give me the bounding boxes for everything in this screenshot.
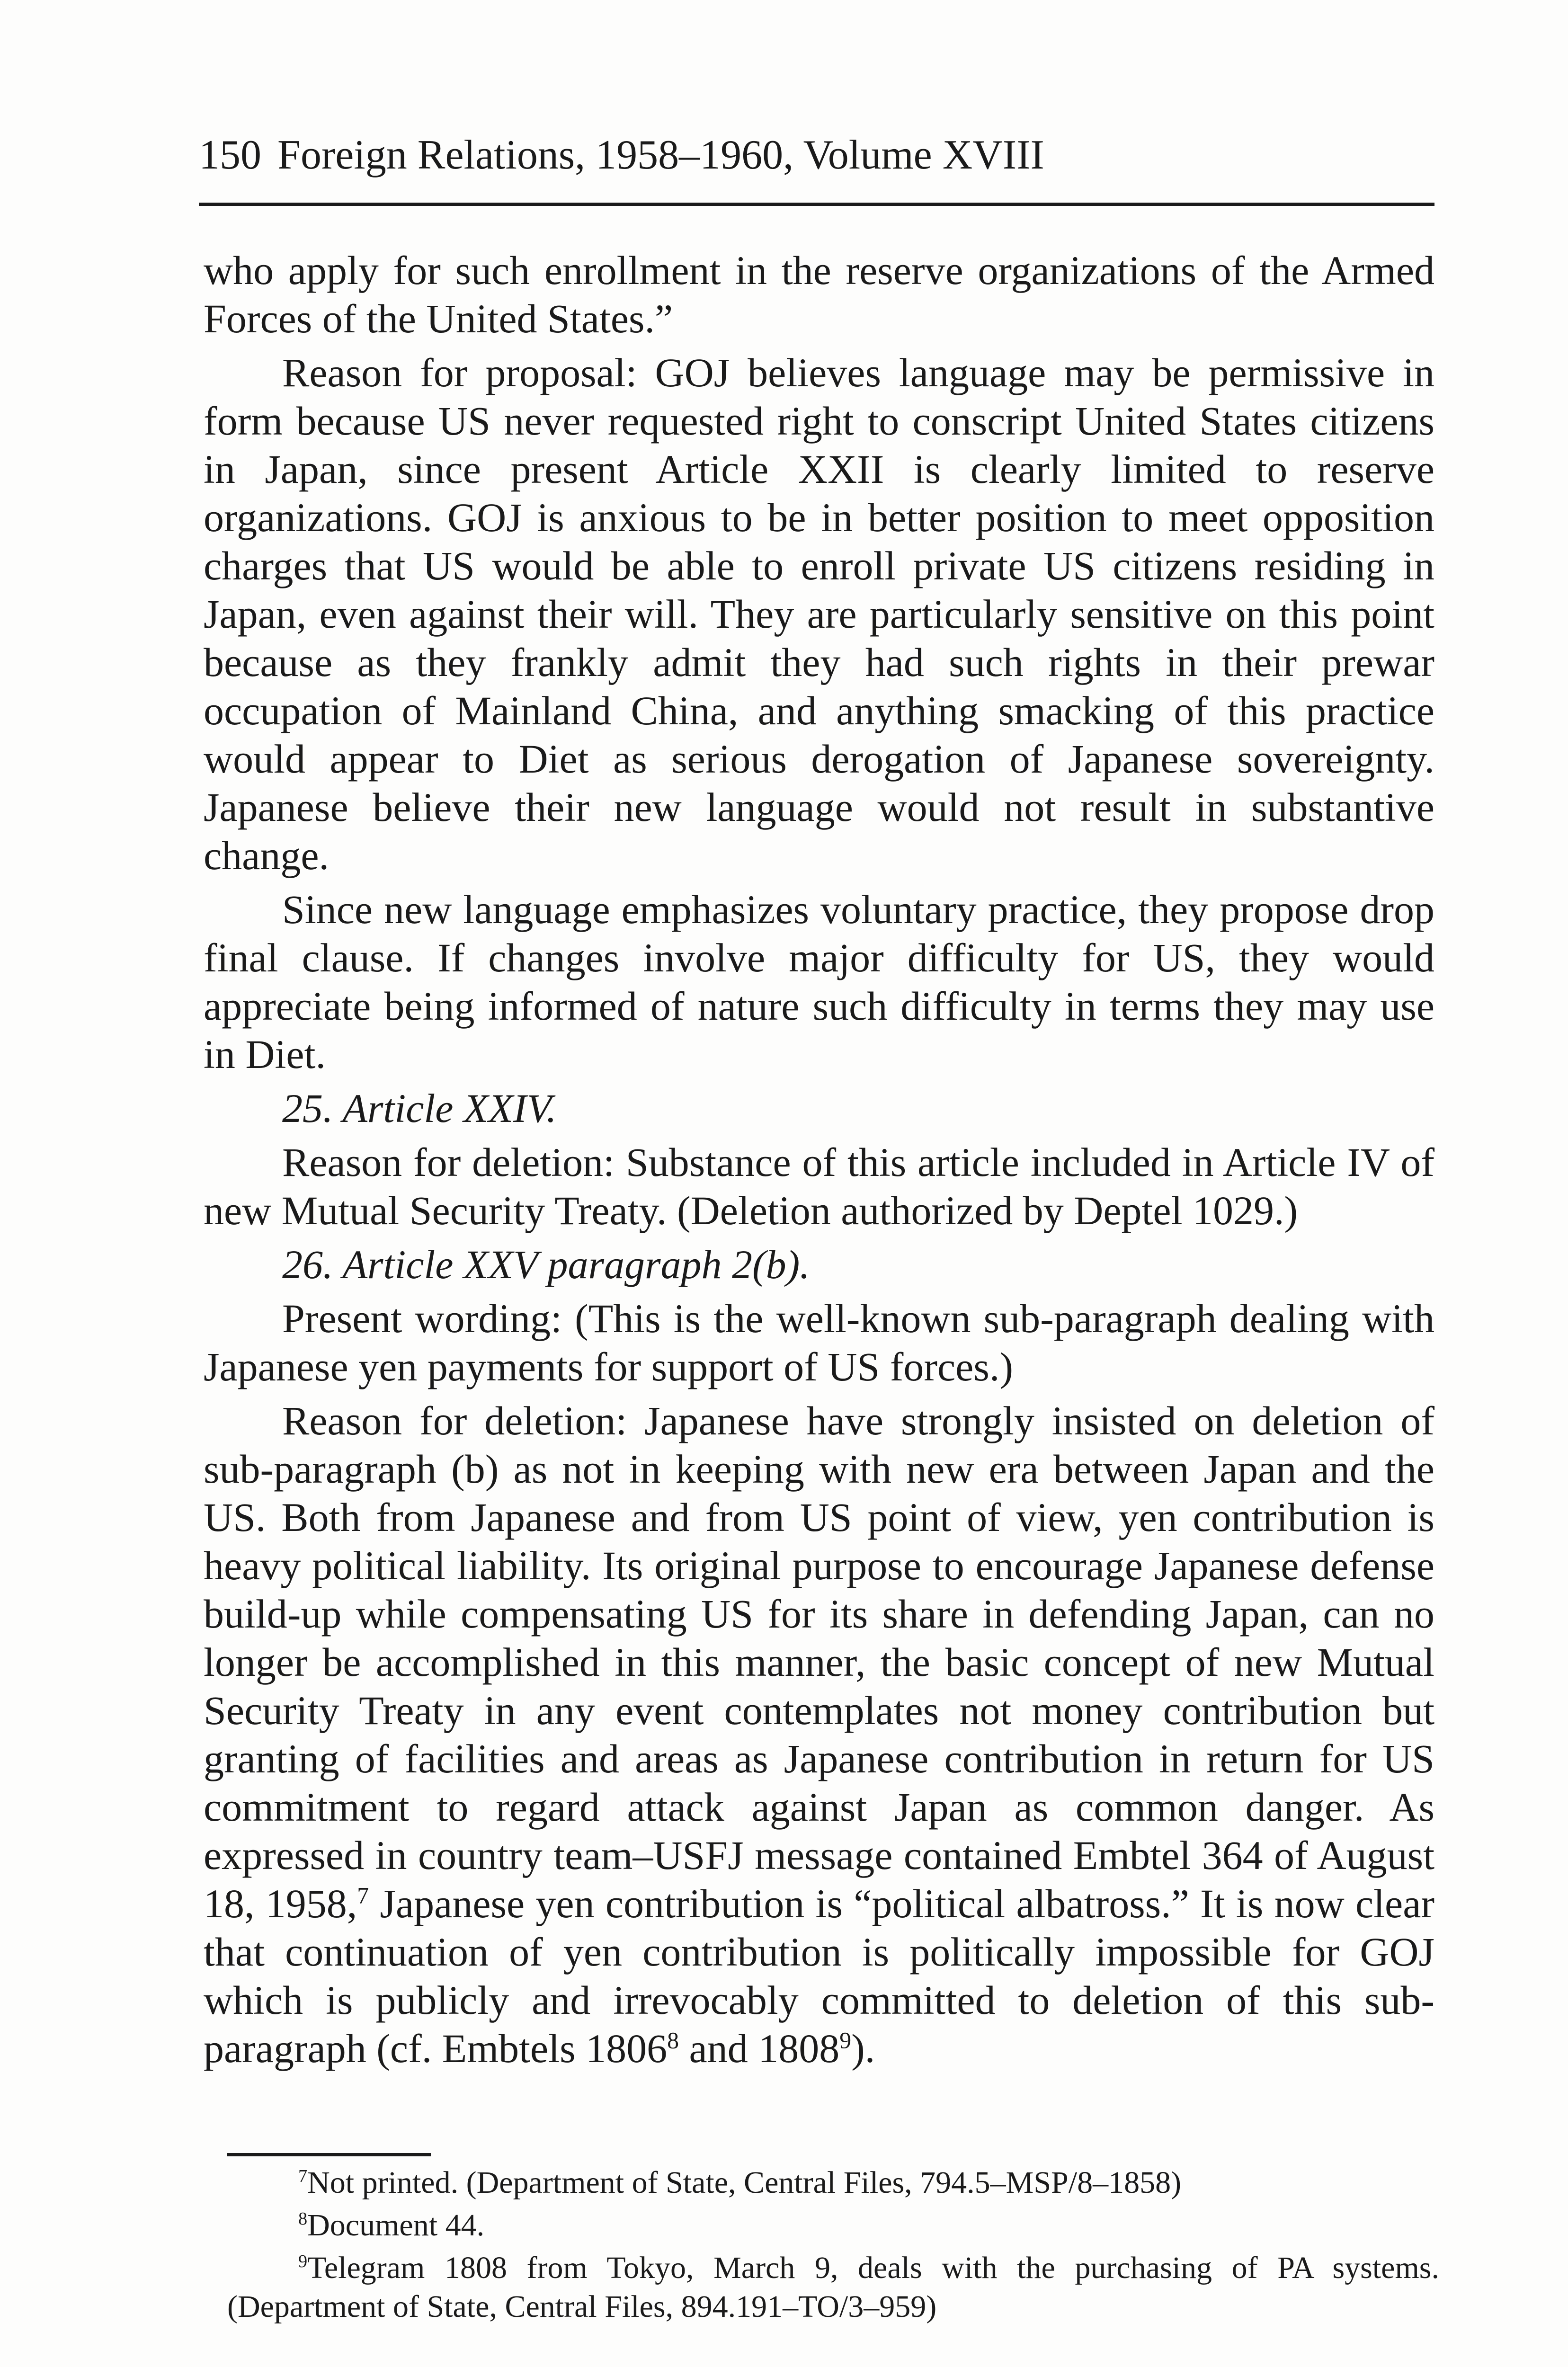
page-number: 150 [199,132,261,178]
footnote-ref: 7 [357,1882,369,1909]
body-text [204,246,1434,2078]
paragraph-text-part: and 1808 [679,2026,840,2071]
section-heading-article-xxiv: 25. Article XXIV. [282,1086,557,1131]
footnote-mark: 8 [298,2209,308,2229]
footnote-mark: 7 [298,2166,308,2186]
footnote-mark: 9 [298,2251,308,2271]
footnote-8 [227,2206,1439,2245]
footnote-rule [227,2153,431,2156]
footnote-ref: 9 [839,2027,852,2054]
footnote-ref: 8 [667,2027,679,2054]
paragraph-voluntary-practice: Since new language emphasizes voluntary practice, they propose drop final clause. If changes involve major difficulty for US, they would appreciate being informed of nature such difficulty in terms they may use in Diet. [204,887,1434,1077]
paragraph-continuation: who apply for such enrollment in the reserve organizations of the Armed Forces of the United States.” [204,248,1434,341]
section-heading-article-xxv: 26. Article XXV paragraph 2(b). [282,1242,810,1287]
footnote-text: Telegram 1808 from Tokyo, March 9, deals with the purchasing of PA systems. (Department of State, Central Files, 894.191–TO/3–959) [227,2251,1439,2324]
running-title: Foreign Relations, 1958–1960, Volume XVIII [277,132,1044,178]
footnote-9 [227,2249,1439,2326]
footnotes [227,2163,1439,2330]
footnote-7 [227,2163,1439,2202]
footnote-text: Not printed. (Department of State, Central Files, 794.5–MSP/8–1858) [307,2165,1182,2200]
paragraph-reason-for-deletion-xxv [204,1397,1434,2073]
paragraph-reason-for-deletion-xxiv: Reason for deletion: Substance of this article included in Article IV of new Mutual Security Treaty. (Deletion authorized by Deptel 1029.) [204,1139,1434,1233]
paragraph-text-part: Japanese yen contribution is “political albatross.” It is now clear that continuation of yen contribution is politically impossible for GOJ which is publicly and irrevocably committed to deletion of this sub-paragraph (cf. Embtels 1806 [204,1881,1435,2071]
running-header [199,127,1434,206]
paragraph-text-part: Reason for deletion: Japanese have strongly insisted on deletion of sub-paragraph (b) as not in keeping with new era between Japan and the US. Both from Japanese and from US point of view, yen contribution is heavy political liability. Its original purpose to encourage Japanese defense build-up while compensating US for its share in defending Japan, can no longer be accomplished in this manner, the basic concept of new Mutual Security Treaty in any event contemplates not money contribution but granting of facilities and areas as Japanese contribution in return for US commitment to regard attack against Japan as common danger. As expressed in country team–USFJ message contained Embtel 364 of August 18, 1958, [204,1398,1434,1926]
paragraph-text-part: ). [851,2026,875,2071]
footnote-text: Document 44. [307,2208,485,2242]
paragraph-present-wording: Present wording: (This is the well-known sub-paragraph dealing with Japanese yen payments for support of US forces.) [204,1296,1434,1389]
paragraph-reason-for-proposal: Reason for proposal: GOJ believes language may be permissive in form because US never requested right to conscript United States citizens in Japan, since present Article XXII is clearly limited to reserve organizations. GOJ is anxious to be in better position to meet opposition charges that US would be able to enroll private US citizens residing in Japan, even against their will. They are particularly sensitive on this point because as they frankly admit they had such rights in their prewar occupation of Mainland China, and anything smacking of this practice would appear to Diet as serious derogation of Japanese sovereignty. Japanese believe their new language would not result in substantive change. [204,350,1434,878]
